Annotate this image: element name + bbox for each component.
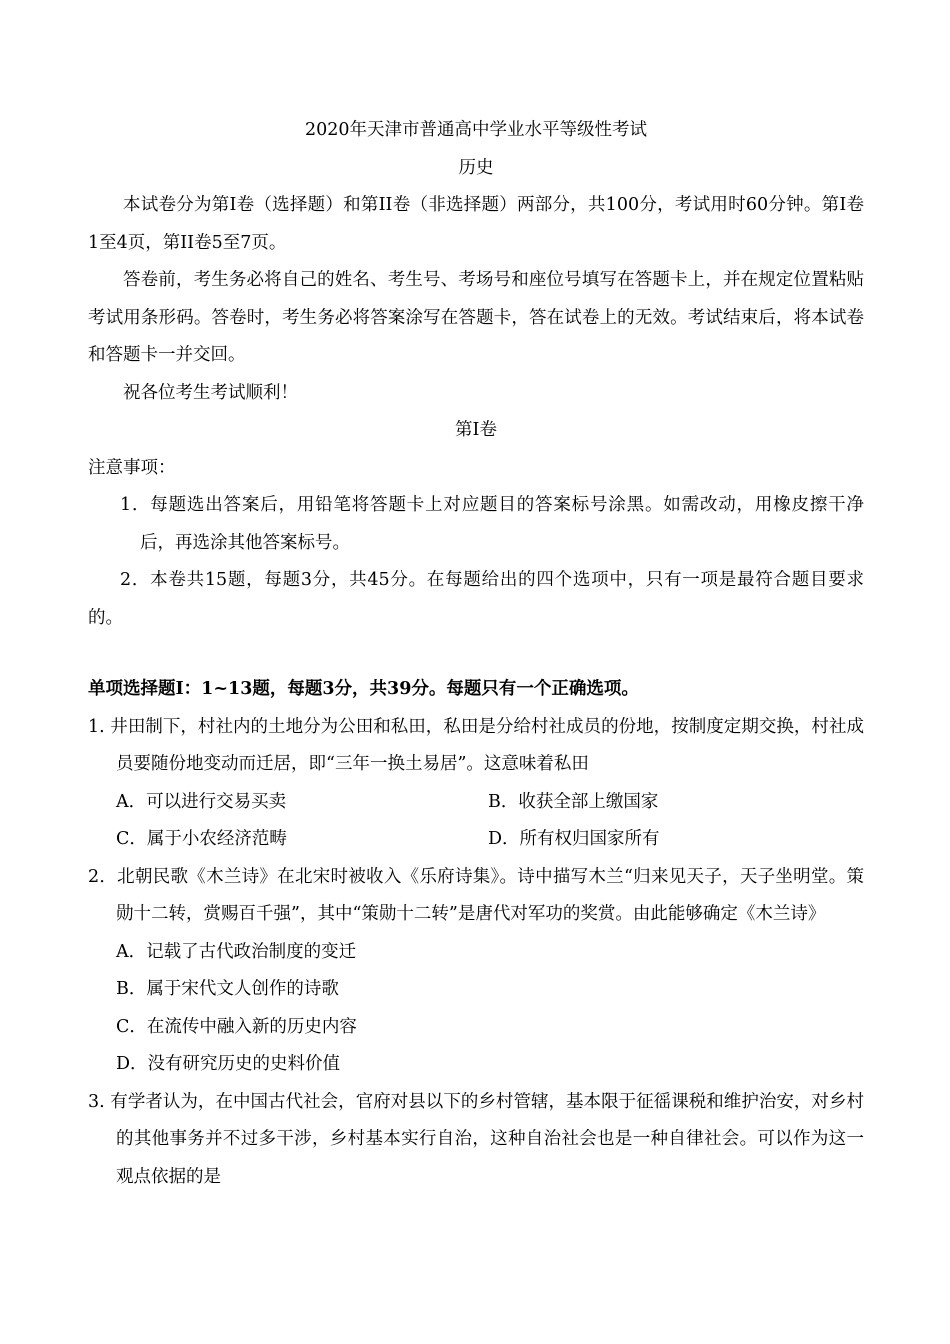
notice-heading: 注意事项： (88, 457, 176, 478)
spacer (88, 637, 864, 671)
section-heading: 单项选择题I：1~13题，每题3分，共39分。每题只有一个正确选项。 (88, 679, 639, 699)
question-2-option-b[interactable]: B．属于宋代文人创作的诗歌 (116, 979, 339, 999)
question-1-option-c[interactable]: C．属于小农经济范畴 (116, 829, 287, 849)
intro-paragraph-2: 答卷前，考生务必将自己的姓名、考生号、考场号和座位号填写在答题卡上，并在规定位置粘贴考试用条形码。答卷时，考生务必将答案涂写在答题卡，答在试卷上的无效。考试结束后，将本试卷和答题卡一并交回。 (88, 270, 864, 365)
question-1-options-row-1 (88, 784, 864, 822)
subject-title: 历史 (458, 157, 494, 178)
volume-title: 第I卷 (455, 420, 497, 440)
exam-title (88, 112, 864, 150)
exam-page (88, 112, 864, 1196)
question-1-stem: 1. 井田制下，村社内的土地分为公田和私田，私田是分给村社成员的份地，按制度定期交换，村社成员要随份地变动而迁居，即“三年一换土易居”。这意味着私田 (88, 716, 864, 774)
notice-item-1: 1．每题选出答案后，用铅笔将答题卡上对应题目的答案标号涂黑。如需改动，用橡皮擦干净后，再选涂其他答案标号。 (120, 495, 864, 553)
question-2-option-d[interactable]: D．没有研究历史的史料价值 (116, 1054, 341, 1074)
notice-item-2: 2．本卷共15题，每题3分，共45分。在每题给出的四个选项中，只有一项是最符合题目要求的。 (88, 570, 864, 628)
question-3-stem: 3. 有学者认为，在中国古代社会，官府对县以下的乡村管辖，基本限于征徭课税和维护治安，对乡村的其他事务并不过多干涉，乡村基本实行自治，这种自治社会也是一种自律社会。可以作为这一观点依据的是 (88, 1091, 864, 1187)
question-1-option-d[interactable]: D．所有权归国家所有 (488, 829, 660, 849)
question-1-option-a[interactable]: A．可以进行交易买卖 (116, 791, 287, 812)
question-2-option-a[interactable]: A．记载了古代政治制度的变迁 (116, 941, 357, 962)
intro-paragraph-3: 祝各位考生考试顺利！ (123, 382, 298, 403)
question-2-option-c[interactable]: C．在流传中融入新的历史内容 (116, 1016, 357, 1037)
intro-paragraph-1: 本试卷分为第I卷（选择题）和第II卷（非选择题）两部分，共100分，考试用时60分钟。第I卷1至4页，第II卷5至7页。 (88, 195, 864, 253)
exam-title-text: 2020年天津市普通高中学业水平等级性考试 (304, 120, 648, 140)
question-2-stem: 2．北朝民歌《木兰诗》在北宋时被收入《乐府诗集》。诗中描写木兰“归来见天子，天子坐明堂。策勋十二转，赏赐百千强”，其中“策勋十二转”是唐代对军功的奖赏。由此能够确定《木兰诗》 (88, 866, 864, 924)
question-1-options-row-2 (88, 821, 864, 859)
question-1-option-b[interactable]: B．收获全部上缴国家 (488, 791, 659, 812)
